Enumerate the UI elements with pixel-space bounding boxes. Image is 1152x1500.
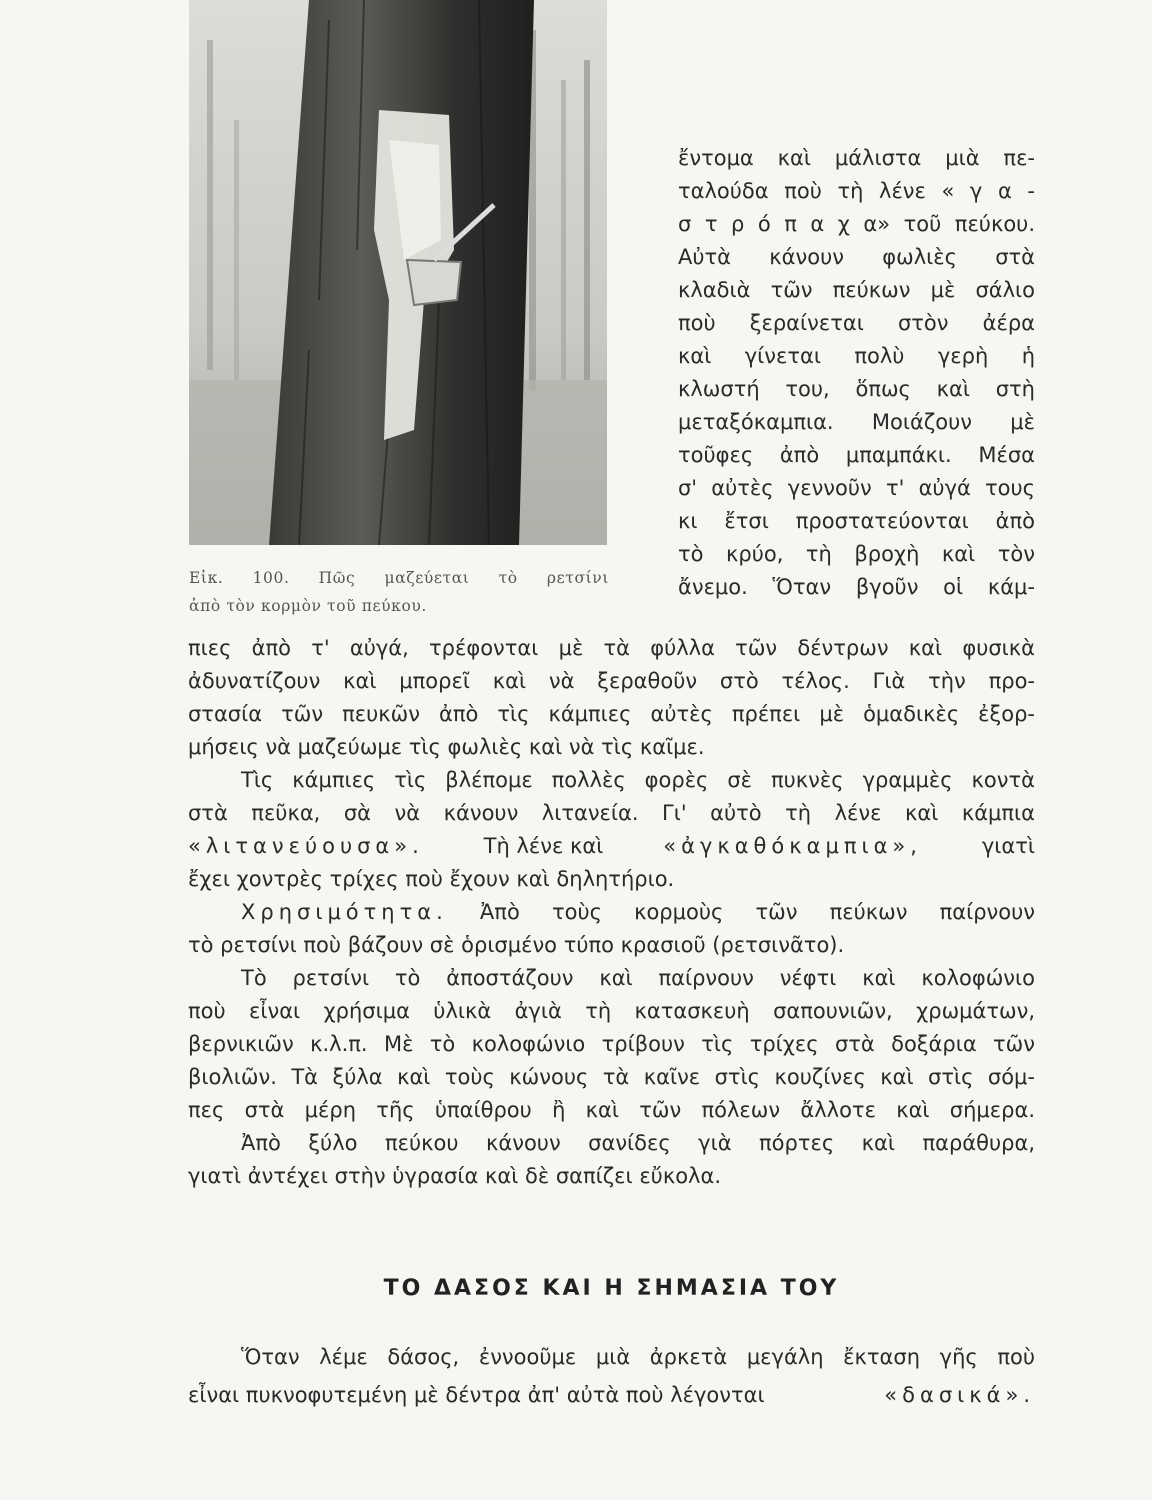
text-line: ἀδυνατίζουν καὶ μπορεῖ καὶ νὰ ξεραθοῦν στὸ τέλος. Γιὰ τὴν προ-	[188, 669, 1035, 693]
text-line: κλωστή του, ὅπως καὶ στὴ	[678, 377, 1035, 401]
text-fragment: γιατὶ	[981, 834, 1035, 858]
text-line: κι ἔτσι προστατεύονται ἀπὸ	[678, 509, 1035, 533]
text-line: καὶ γίνεται πολὺ γερὴ ἡ	[678, 344, 1035, 368]
text-line: Ἀπὸ ξύλο πεύκου κάνουν σανίδες γιὰ πόρτες καὶ παράθυρα,	[241, 1131, 1035, 1155]
text-line: πιες ἀπὸ τ' αὐγά, τρέφονται μὲ τὰ φύλλα τῶν δέντρων καὶ φυσικὰ	[188, 636, 1035, 660]
text-line: ταλούδα ποὺ τὴ λένε « γ α -	[678, 179, 1035, 203]
text-line: γιατὶ ἀντέχει στὴν ὑγρασία καὶ δὲ σαπίζει εὔκολα.	[188, 1164, 721, 1188]
text-line: μήσεις νὰ μαζεύωμε τὶς φωλιὲς καὶ νὰ τὶς καῖμε.	[188, 735, 705, 759]
term-agkathokampia: «ἀγκαθόκαμπια»,	[663, 834, 922, 858]
photo-illustration	[189, 0, 607, 545]
usefulness-title: Χρησιμότητα.	[241, 900, 448, 924]
text-line: Ὅταν λέμε δάσος, ἐννοοῦμε μιὰ ἀρκετὰ μεγάλη ἔκταση γῆς ποὺ	[241, 1345, 1035, 1369]
pine-trunk-photo	[189, 0, 607, 545]
text-line: ἔντομα καὶ μάλιστα μιὰ πε-	[678, 146, 1035, 170]
text-line: Αὐτὰ κάνουν φωλιὲς στὰ	[678, 245, 1035, 269]
text-line: βερνικιῶν κ.λ.π. Μὲ τὸ κολοφώνιο τρίβουν τὶς τρίχες στὰ δοξάρια τῶν	[188, 1032, 1035, 1056]
text-line: ἔχει χοντρὲς τρίχες ποὺ ἔχουν καὶ δηλητήριο.	[188, 867, 675, 891]
figure-caption	[189, 564, 609, 620]
text-fragment: Τὴ λένε καὶ	[483, 834, 604, 858]
text-line: στασία τῶν πευκῶν ἀπὸ τὶς κάμπιες αὐτὲς πρέπει μὲ ὁμαδικὲς ἐξορ-	[188, 702, 1035, 726]
text-line: σ τ ρ ό π α χ α» τοῦ πεύκου.	[678, 212, 1035, 236]
text-line: πες στὰ μέρη τῆς ὑπαίθρου ἢ καὶ τῶν πόλεων ἄλλοτε καὶ σήμερα.	[188, 1098, 1035, 1122]
body-text	[188, 632, 1035, 1193]
text-line: ποὺ εἶναι χρήσιμα ὑλικὰ ἀγιὰ τὴ κατασκευὴ σαπουνιῶν, χρωμάτων,	[188, 999, 1035, 1023]
text-line	[188, 830, 1035, 863]
section-heading: ΤΟ ΔΑΣΟΣ ΚΑΙ Η ΣΗΜΑΣΙΑ ΤΟΥ	[383, 1276, 840, 1301]
text-line: τὸ κρύο, τὴ βροχὴ καὶ τὸν	[678, 542, 1035, 566]
text-line: ἄνεμο. Ὅταν βγοῦν οἱ κάμ-	[678, 575, 1035, 599]
text-line	[188, 1376, 1035, 1414]
text-line: βιολιῶν. Τὰ ξύλα καὶ τοὺς κώνους τὰ καῖνε στὶς κουζίνες καὶ στὶς σόμ-	[188, 1065, 1035, 1089]
text-line: μεταξόκαμπια. Μοιάζουν μὲ	[678, 410, 1035, 434]
text-fragment: εἶναι πυκνοφυτεμένη μὲ δέντρα ἀπ' αὐτὰ ποὺ λέγονται	[188, 1383, 765, 1407]
term-litaneuousa: «λιτανεύουσα».	[188, 834, 424, 858]
text-line: τοῦφες ἀπὸ μπαμπάκι. Μέσα	[678, 443, 1035, 467]
text-fragment: Ἀπὸ τοὺς κορμοὺς τῶν πεύκων παίρνουν	[447, 900, 1035, 924]
text-line: ποὺ ξεραίνεται στὸν ἀέρα	[678, 311, 1035, 335]
caption-line: Εἰκ. 100. Πῶς μαζεύεται τὸ ρετσίνι	[189, 569, 609, 587]
caption-line: ἀπὸ τὸν κορμὸν τοῦ πεύκου.	[189, 597, 427, 615]
text-line: στὰ πεῦκα, σὰ νὰ κάνουν λιτανεία. Γι' αὐτὸ τὴ λένε καὶ κάμπια	[188, 801, 1035, 825]
text-line: τὸ ρετσίνι ποὺ βάζουν σὲ ὁρισμένο τύπο κρασιοῦ (ρετσινᾶτο).	[188, 933, 845, 957]
text-line: κλαδιὰ τῶν πεύκων μὲ σάλιο	[678, 278, 1035, 302]
term-dasika: «δασικά».	[884, 1383, 1035, 1407]
text-line: σ' αὐτὲς γεννοῦν τ' αὐγά τους	[678, 476, 1035, 500]
usefulness-line	[188, 896, 1035, 929]
text-line: Τὸ ρετσίνι τὸ ἀποστάζουν καὶ παίρνουν νέφτι καὶ κολοφώνιο	[241, 966, 1035, 990]
paragraph-caterpillars-line: Τὶς κάμπιες τὶς βλέπομε πολλὲς φορὲς σὲ πυκνὲς γραμμὲς κοντὰ	[241, 768, 1035, 792]
right-column-text	[678, 142, 1035, 604]
forest-paragraph	[188, 1338, 1035, 1414]
